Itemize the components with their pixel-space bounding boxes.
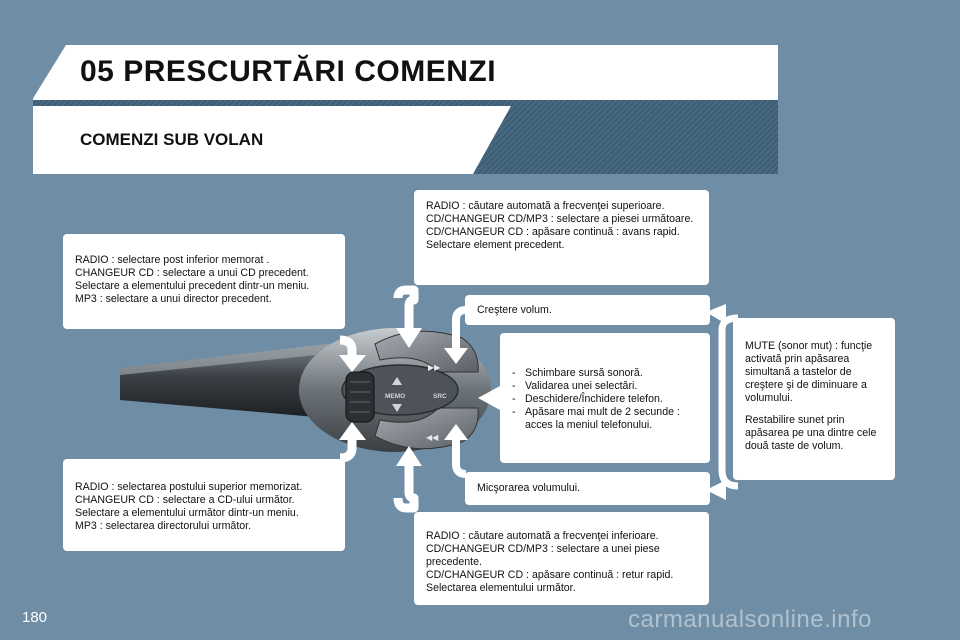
thumb-wheel	[346, 372, 374, 422]
callout-seek-up	[414, 190, 709, 285]
callout-src-item: - Deschidere/Închidere telefon.	[512, 393, 698, 406]
callout-volume-down	[465, 472, 710, 505]
page-number: 180	[22, 609, 48, 626]
callout-wheel-down-line: CHANGEUR CD : selectare a CD-ului următor.	[75, 494, 295, 506]
callout-volume-up	[465, 295, 710, 325]
arrow-seek-down-icon	[398, 462, 414, 508]
prev-track-icon: ◀◀	[426, 433, 439, 442]
callout-src-item: - Apăsare mai mult de 2 secunde : acces la meniul telefonului.	[512, 406, 698, 432]
callout-src-item: - Schimbare sursă sonoră.	[512, 367, 698, 380]
callout-wheel-down-line: Selectare a elementului următor dintr-un meniu.	[75, 507, 299, 519]
callout-seek-down	[414, 512, 709, 605]
callout-wheel-up	[63, 234, 345, 329]
arrow-seek-up-icon	[398, 290, 414, 332]
callout-seek-up-line: RADIO : căutare automată a frecvenţei superioare.	[426, 200, 665, 212]
callout-mute-text: MUTE (sonor mut) : funcţie activată prin apăsarea simultană a tastelor de creştere şi de diminuare a volumului.	[745, 340, 873, 404]
callout-seek-up-line: CD/CHANGEUR CD : apăsare continuă : avans rapid.	[426, 226, 680, 238]
memo-label: MEMO	[385, 393, 406, 400]
callout-volume-down-text: Micşorarea volumului.	[477, 482, 581, 494]
callout-wheel-up-line: CHANGEUR CD : selectare a unui CD precedent.	[75, 267, 309, 279]
callout-seek-down-line: Selectarea elementului următor.	[426, 582, 576, 594]
callout-seek-down-line: CD/CHANGEUR CD/MP3 : selectare a unei piese precedente.	[426, 543, 660, 568]
src-label: SRC	[433, 393, 447, 400]
callout-seek-down-line: CD/CHANGEUR CD : apăsare continuă : retur rapid.	[426, 569, 674, 581]
callout-seek-up-line: Selectare element precedent.	[426, 239, 565, 251]
callout-mute	[733, 318, 895, 480]
callout-wheel-down-line: MP3 : selectarea directorului următor.	[75, 520, 252, 532]
page-title: 05 PRESCURTĂRI COMENZI	[80, 55, 497, 88]
callout-mute-text: Restabilire sunet prin apăsarea pe una dintre cele două taste de volum.	[745, 414, 877, 452]
callout-wheel-up-line: Selectare a elementului precedent dintr-un meniu.	[75, 280, 310, 292]
callout-src-item: - Validarea unei selectări.	[512, 380, 698, 393]
callout-seek-up-line: CD/CHANGEUR CD/MP3 : selectare a piesei următoare.	[426, 213, 694, 225]
callout-wheel-up-line: MP3 : selectare a unui director precedent.	[75, 293, 272, 305]
callout-wheel-down-line: RADIO : selectarea postului superior memorizat.	[75, 481, 303, 493]
callout-volume-up-text: Creştere volum.	[477, 304, 552, 316]
callout-src-list	[512, 367, 698, 432]
section-subtitle: COMENZI SUB VOLAN	[80, 130, 264, 149]
callout-wheel-down	[63, 459, 345, 551]
callout-seek-down-line: RADIO : căutare automată a frecvenţei inferioare.	[426, 530, 659, 542]
callout-wheel-up-line: RADIO : selectare post inferior memorat .	[75, 254, 270, 266]
watermark: carmanualsonline.info	[628, 606, 872, 633]
next-track-icon: ▶▶	[428, 363, 441, 372]
callout-src	[500, 333, 710, 463]
